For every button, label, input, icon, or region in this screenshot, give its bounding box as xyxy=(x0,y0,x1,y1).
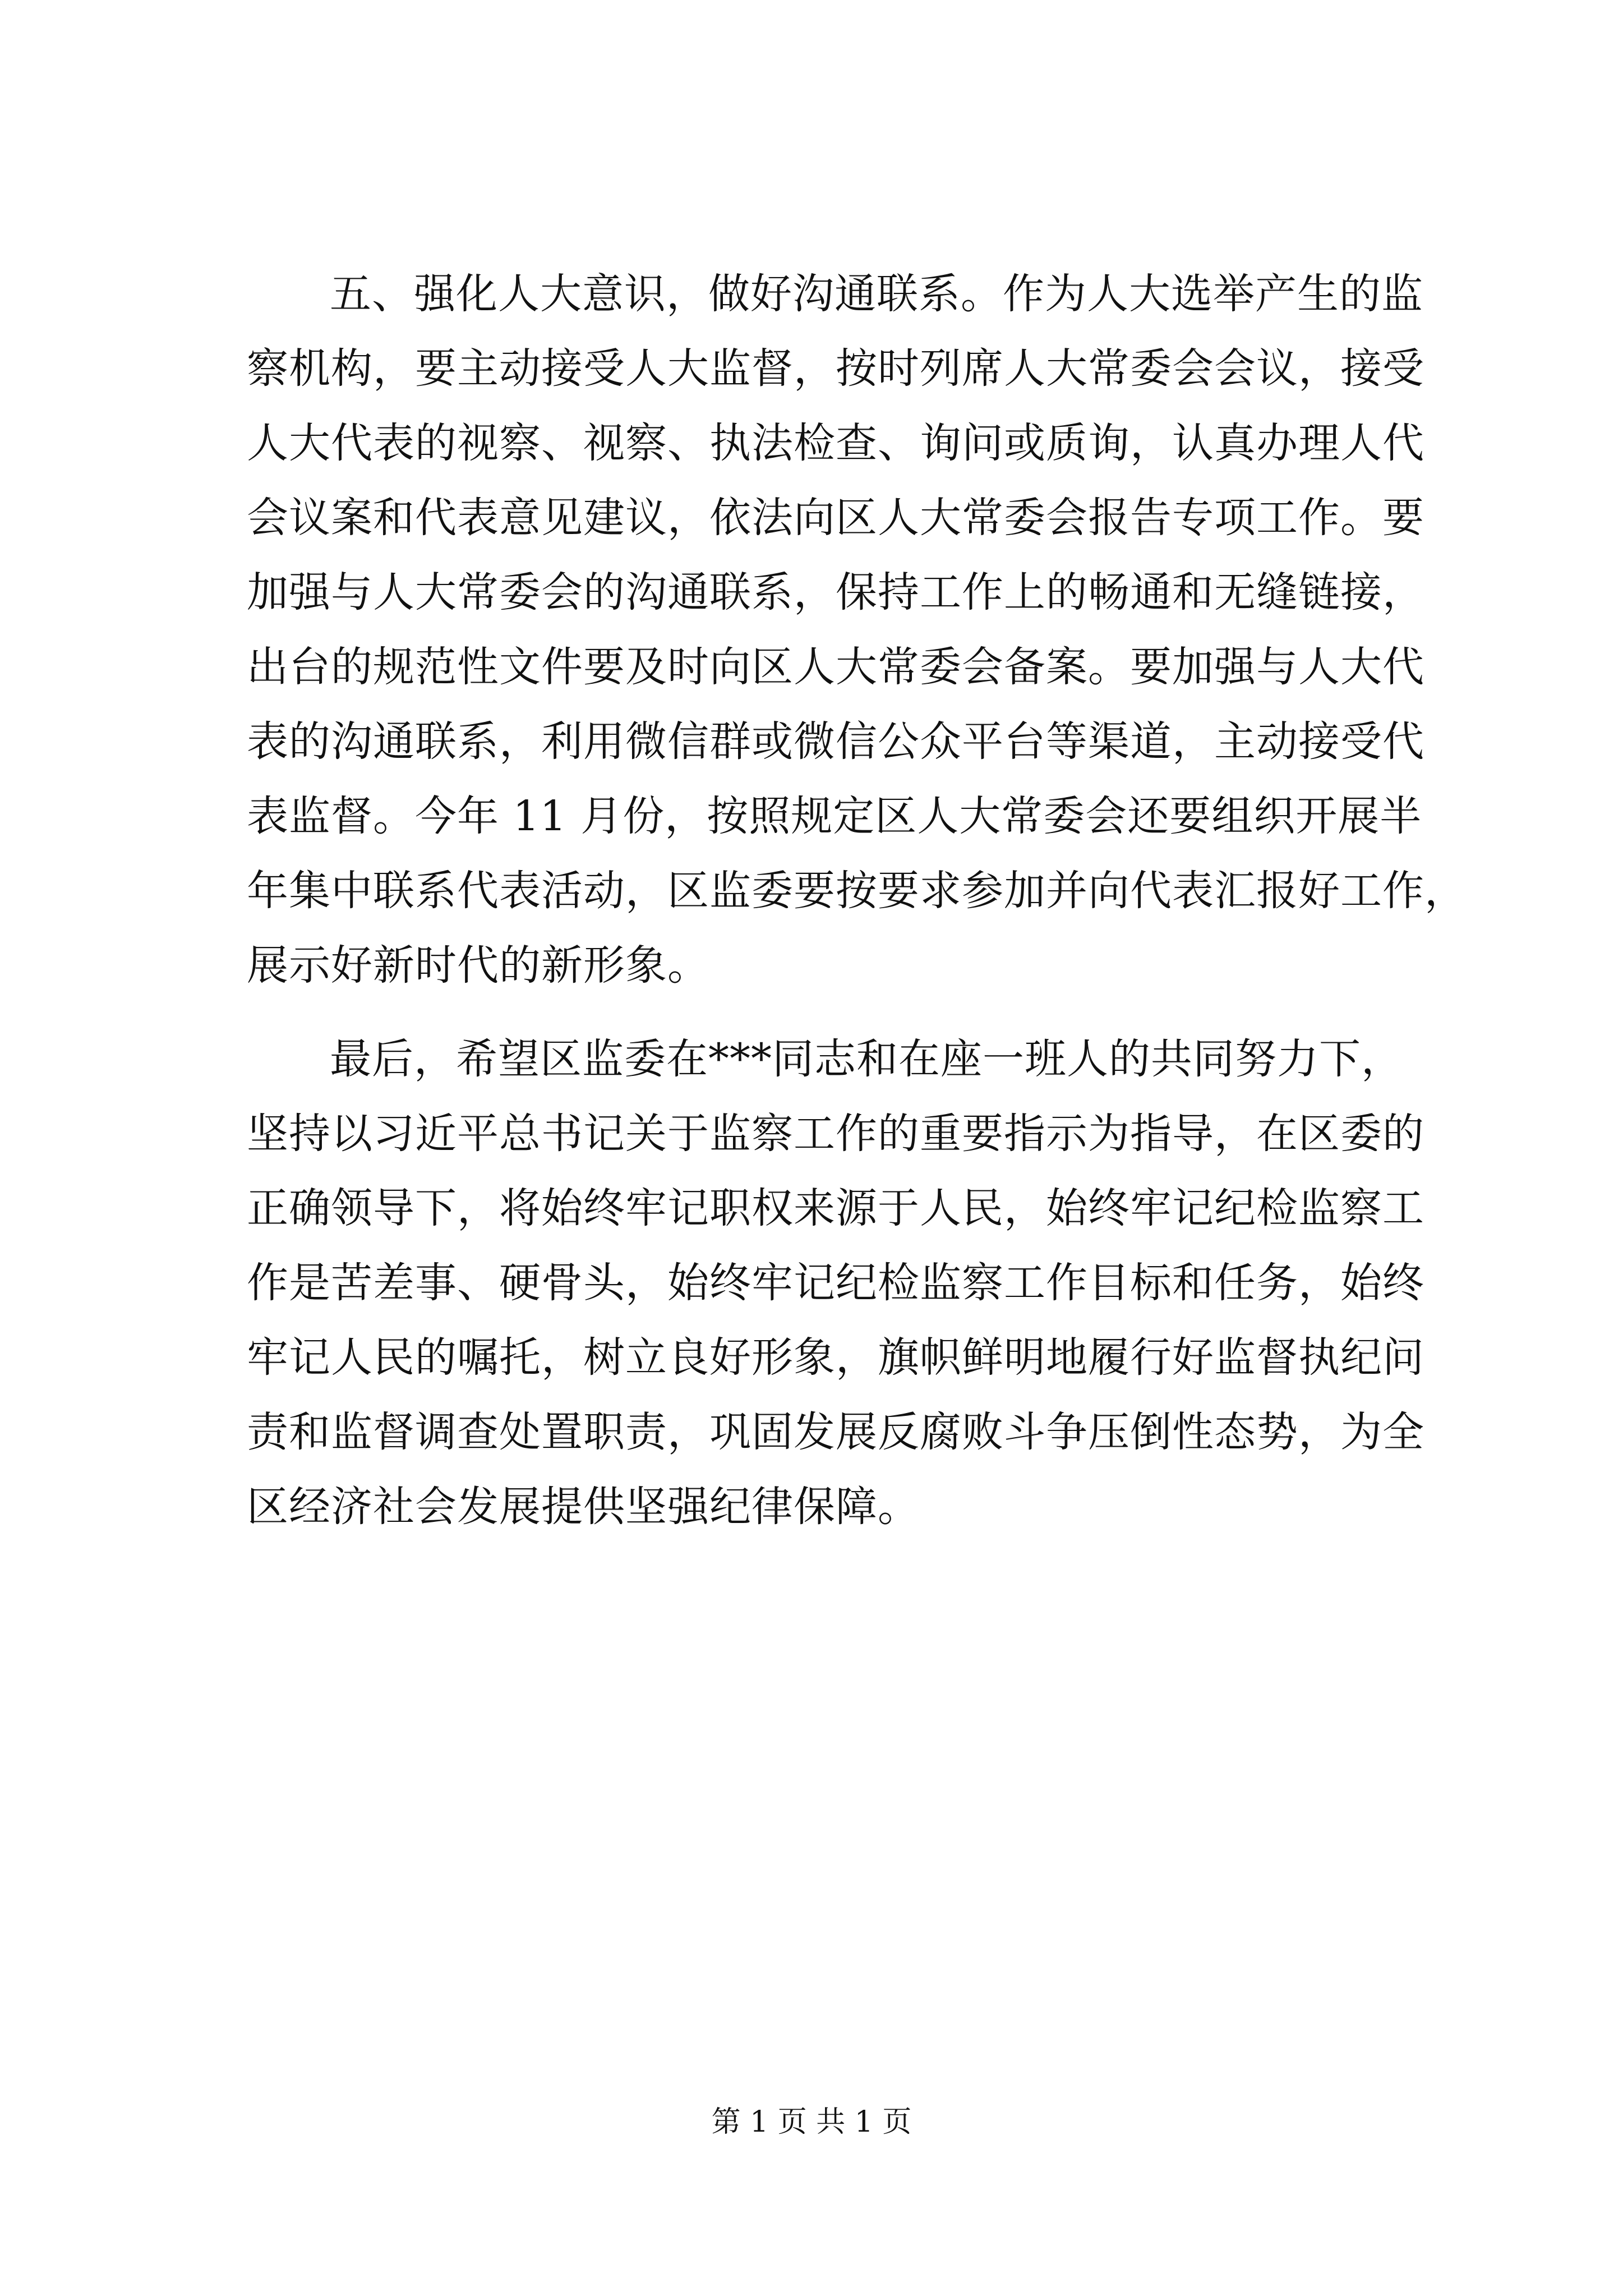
text-line: 正确领导下，将始终牢记职权来源于人民，始终牢记纪检监察工 xyxy=(247,1184,1424,1232)
text-line: 最后，希望区监委在***同志和在座一班人的共同努力下， xyxy=(330,1035,1403,1083)
text-line: 责和监督调查处置职责，巩固发展反腐败斗争压倒性态势，为全 xyxy=(247,1408,1424,1456)
text-line: 察机构，要主动接受人大监督，按时列席人大常委会会议，接受 xyxy=(247,344,1424,393)
text-line: 牢记人民的嘱托，树立良好形象，旗帜鲜明地履行好监督执纪问 xyxy=(247,1333,1424,1382)
paragraph-1 xyxy=(247,257,1467,1003)
text-line: 人大代表的视察、视察、执法检查、询问或质询，认真办理人代 xyxy=(247,419,1424,467)
text-line: 坚持以习近平总书记关于监察工作的重要指示为指导，在区委的 xyxy=(247,1110,1424,1158)
text-line: 表的沟通联系，利用微信群或微信公众平台等渠道，主动接受代 xyxy=(247,717,1424,766)
paragraph-spacer xyxy=(247,1003,1374,1022)
text-line: 年集中联系代表活动，区监委要按要求参加并向代表汇报好工作， xyxy=(247,867,1467,915)
text-line: 展示好新时代的新形象。 xyxy=(247,941,709,990)
text-line: 加强与人大常委会的沟通联系，保持工作上的畅通和无缝链接， xyxy=(247,568,1424,616)
text-line: 五、强化人大意识，做好沟通联系。作为人大选举产生的监 xyxy=(330,270,1423,318)
document-body xyxy=(247,257,1467,1544)
paragraph-2 xyxy=(247,1022,1424,1544)
text-line: 作是苦差事、硬骨头，始终牢记纪检监察工作目标和任务，始终 xyxy=(247,1259,1424,1307)
text-line: 会议案和代表意见建议，依法向区人大常委会报告专项工作。要 xyxy=(247,494,1424,542)
page-number-footer: 第 1 页 共 1 页 xyxy=(711,2105,912,2139)
text-line: 出台的规范性文件要及时向区人大常委会备案。要加强与人大代 xyxy=(247,643,1424,691)
text-line: 区经济社会发展提供坚强纪律保障。 xyxy=(247,1483,920,1531)
text-line: 表监督。今年 11 月份，按照规定区人大常委会还要组织开展半 xyxy=(247,792,1422,840)
